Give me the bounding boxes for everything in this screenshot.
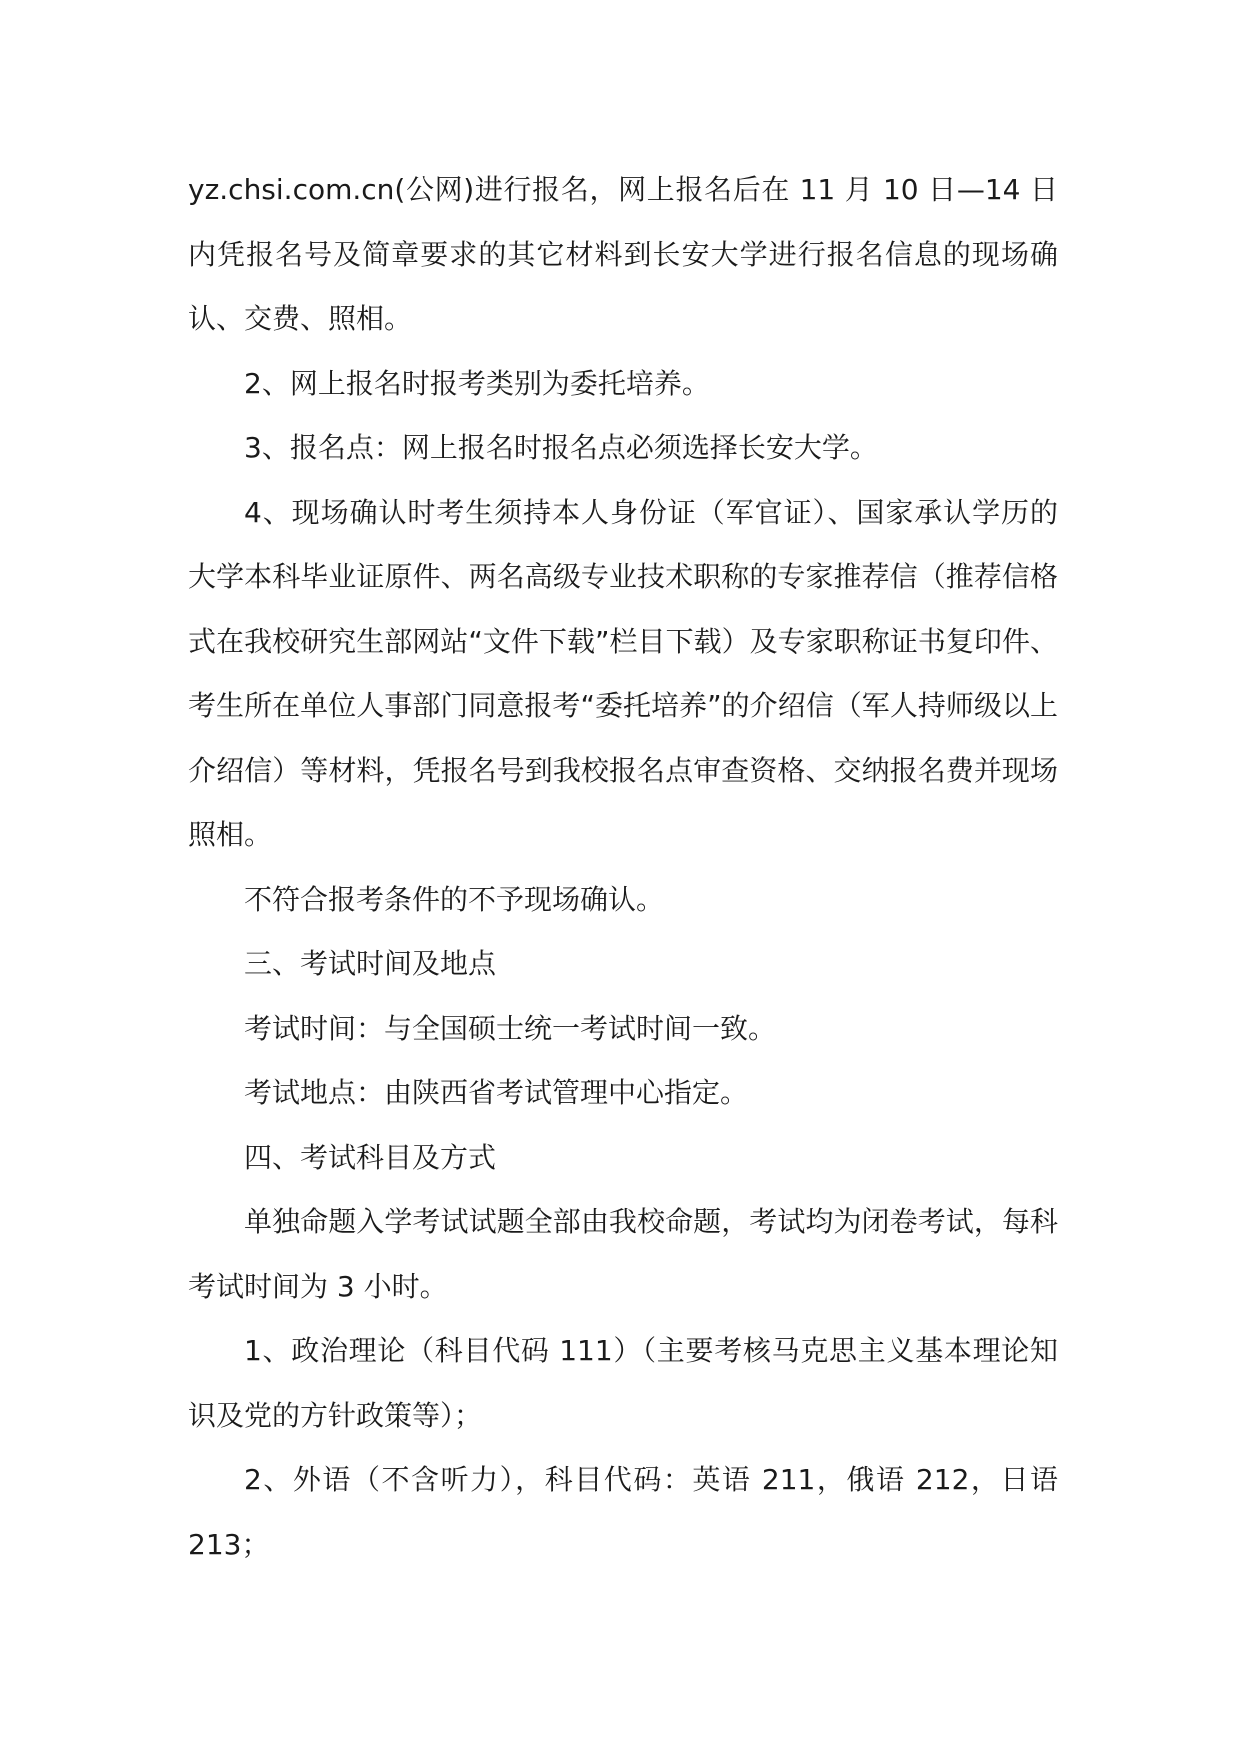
paragraph-ineligible-notice: 不符合报考条件的不予现场确认。 — [244, 882, 665, 916]
paragraph-registration-site: 3、报名点：网上报名时报名点必须选择长安大学。 — [244, 431, 878, 464]
paragraph-onsite-confirmation: 4、现场确认时考生须持本人身份证（军官证）、国家承认学历的大学本科毕业证原件、两名高级专业技术职称的专家推荐信（推荐信格式在我校研究生部网站“文件下载”栏目下载）及专家职称证书复印件、考生所在单位人事部门同意报考“委托培养”的介绍信（军人持师级以上介绍信）等材料，凭报名号到我校报名点审查资格、交纳报名费并现场照相。 — [188, 495, 1058, 851]
section-heading-exam-subjects: 四、考试科目及方式 — [244, 1140, 497, 1174]
paragraph-subject-foreign-language: 2、外语（不含听力），科目代码：英语 211，俄语 212，日语 213； — [188, 1463, 1058, 1561]
paragraph-exam-location: 考试地点：由陕西省考试管理中心指定。 — [244, 1076, 749, 1109]
paragraph-registration-continued: yz.chsi.com.cn(公网)进行报名，网上报名后在 11 月 10 日—14 日内凭报名号及简章要求的其它材料到长安大学进行报名信息的现场确认、交费、照相。 — [188, 173, 1058, 335]
paragraph-exam-format: 单独命题入学考试试题全部由我校命题，考试均为闭卷考试，每科考试时间为 3 小时。 — [188, 1205, 1058, 1303]
paragraph-subject-politics: 1、政治理论（科目代码 111）（主要考核马克思主义基本理论知识及党的方针政策等）； — [188, 1334, 1058, 1432]
section-heading-exam-time-place: 三、考试时间及地点 — [244, 947, 497, 980]
paragraph-exam-time: 考试时间：与全国硕士统一考试时间一致。 — [244, 1011, 777, 1045]
document-body — [188, 158, 1058, 1577]
paragraph-registration-category: 2、网上报名时报考类别为委托培养。 — [244, 366, 710, 400]
